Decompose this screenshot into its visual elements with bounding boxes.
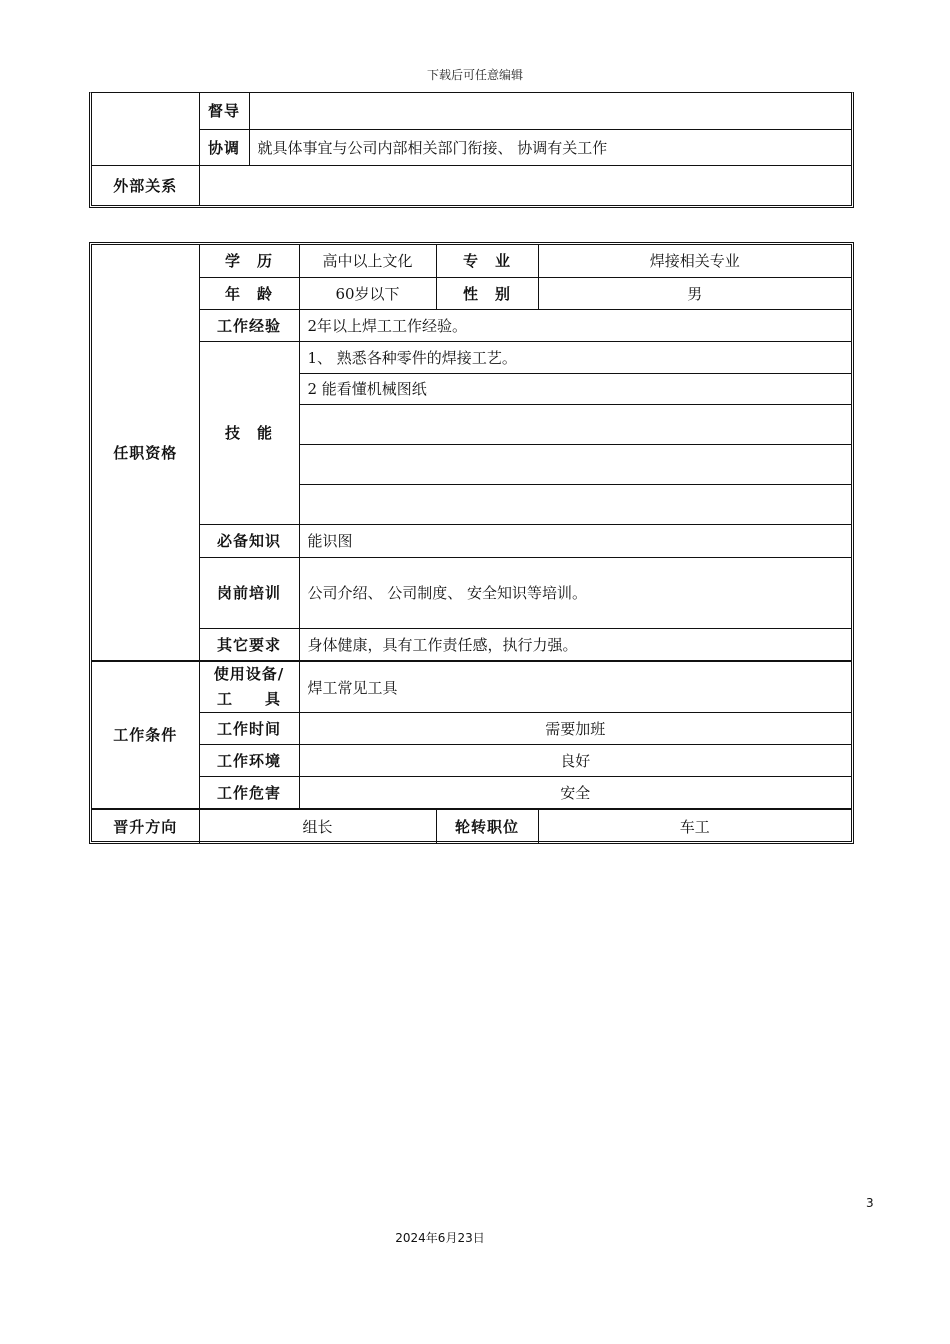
- rotation-label: 轮转职位: [436, 809, 538, 843]
- supervise-value: [249, 93, 851, 129]
- skill-item: [299, 484, 851, 524]
- skill-item: [299, 404, 851, 444]
- equipment-label-line2: 工 具: [216, 690, 281, 708]
- knowledge-value: 能识图: [299, 524, 851, 557]
- major-value: 焊接相关专业: [538, 245, 851, 277]
- training-label: 岗前培训: [199, 557, 299, 628]
- skill-item: [299, 444, 851, 484]
- external-relations-label: 外部关系: [92, 165, 199, 205]
- age-label: 年 龄: [199, 277, 299, 309]
- rotation-value: 车工: [538, 809, 851, 843]
- work-hazard-value: 安全: [299, 777, 851, 809]
- qualification-group-label: 任职资格: [92, 245, 199, 661]
- coordinate-label: 协调: [199, 129, 249, 165]
- internal-relations-cell: [92, 93, 199, 165]
- knowledge-label: 必备知识: [199, 524, 299, 557]
- equipment-label: [199, 661, 299, 713]
- skill-item: 1、 熟悉各种零件的焊接工艺。: [299, 341, 851, 373]
- other-requirements-label: 其它要求: [199, 628, 299, 661]
- education-value: 高中以上文化: [299, 245, 436, 277]
- work-environment-value: 良好: [299, 745, 851, 777]
- promotion-value: 组长: [199, 809, 436, 843]
- equipment-value: 焊工常见工具: [299, 661, 851, 713]
- coordinate-value: 就具体事宜与公司内部相关部门衔接、 协调有关工作: [249, 129, 851, 165]
- header-note: 下载后可任意编辑: [426, 68, 523, 82]
- training-value: 公司介绍、 公司制度、 安全知识等培训。: [299, 557, 851, 628]
- gender-value: 男: [538, 277, 851, 309]
- major-label: 专 业: [436, 245, 538, 277]
- work-hazard-label: 工作危害: [199, 777, 299, 809]
- work-environment-label: 工作环境: [199, 745, 299, 777]
- qualification-table: [89, 242, 854, 844]
- education-label: 学 历: [199, 245, 299, 277]
- age-value: 60岁以下: [299, 277, 436, 309]
- work-time-value: 需要加班: [299, 713, 851, 745]
- external-relations-value: [199, 165, 851, 205]
- equipment-label-line1: 使用设备/: [213, 665, 285, 683]
- page-number: 3: [866, 1196, 874, 1210]
- experience-label: 工作经验: [199, 309, 299, 341]
- experience-value: 2年以上焊工工作经验。: [299, 309, 851, 341]
- conditions-group-label: 工作条件: [92, 661, 199, 809]
- footer-date: 2024年6月23日: [395, 1231, 485, 1245]
- relations-table: [89, 92, 854, 208]
- work-time-label: 工作时间: [199, 713, 299, 745]
- supervise-label: 督导: [199, 93, 249, 129]
- skills-label: 技 能: [199, 341, 299, 524]
- other-requirements-value: 身体健康，具有工作责任感，执行力强。: [299, 628, 851, 661]
- skill-item: 2 能看懂机械图纸: [299, 373, 851, 404]
- promotion-label: 晋升方向: [92, 809, 199, 843]
- gender-label: 性 别: [436, 277, 538, 309]
